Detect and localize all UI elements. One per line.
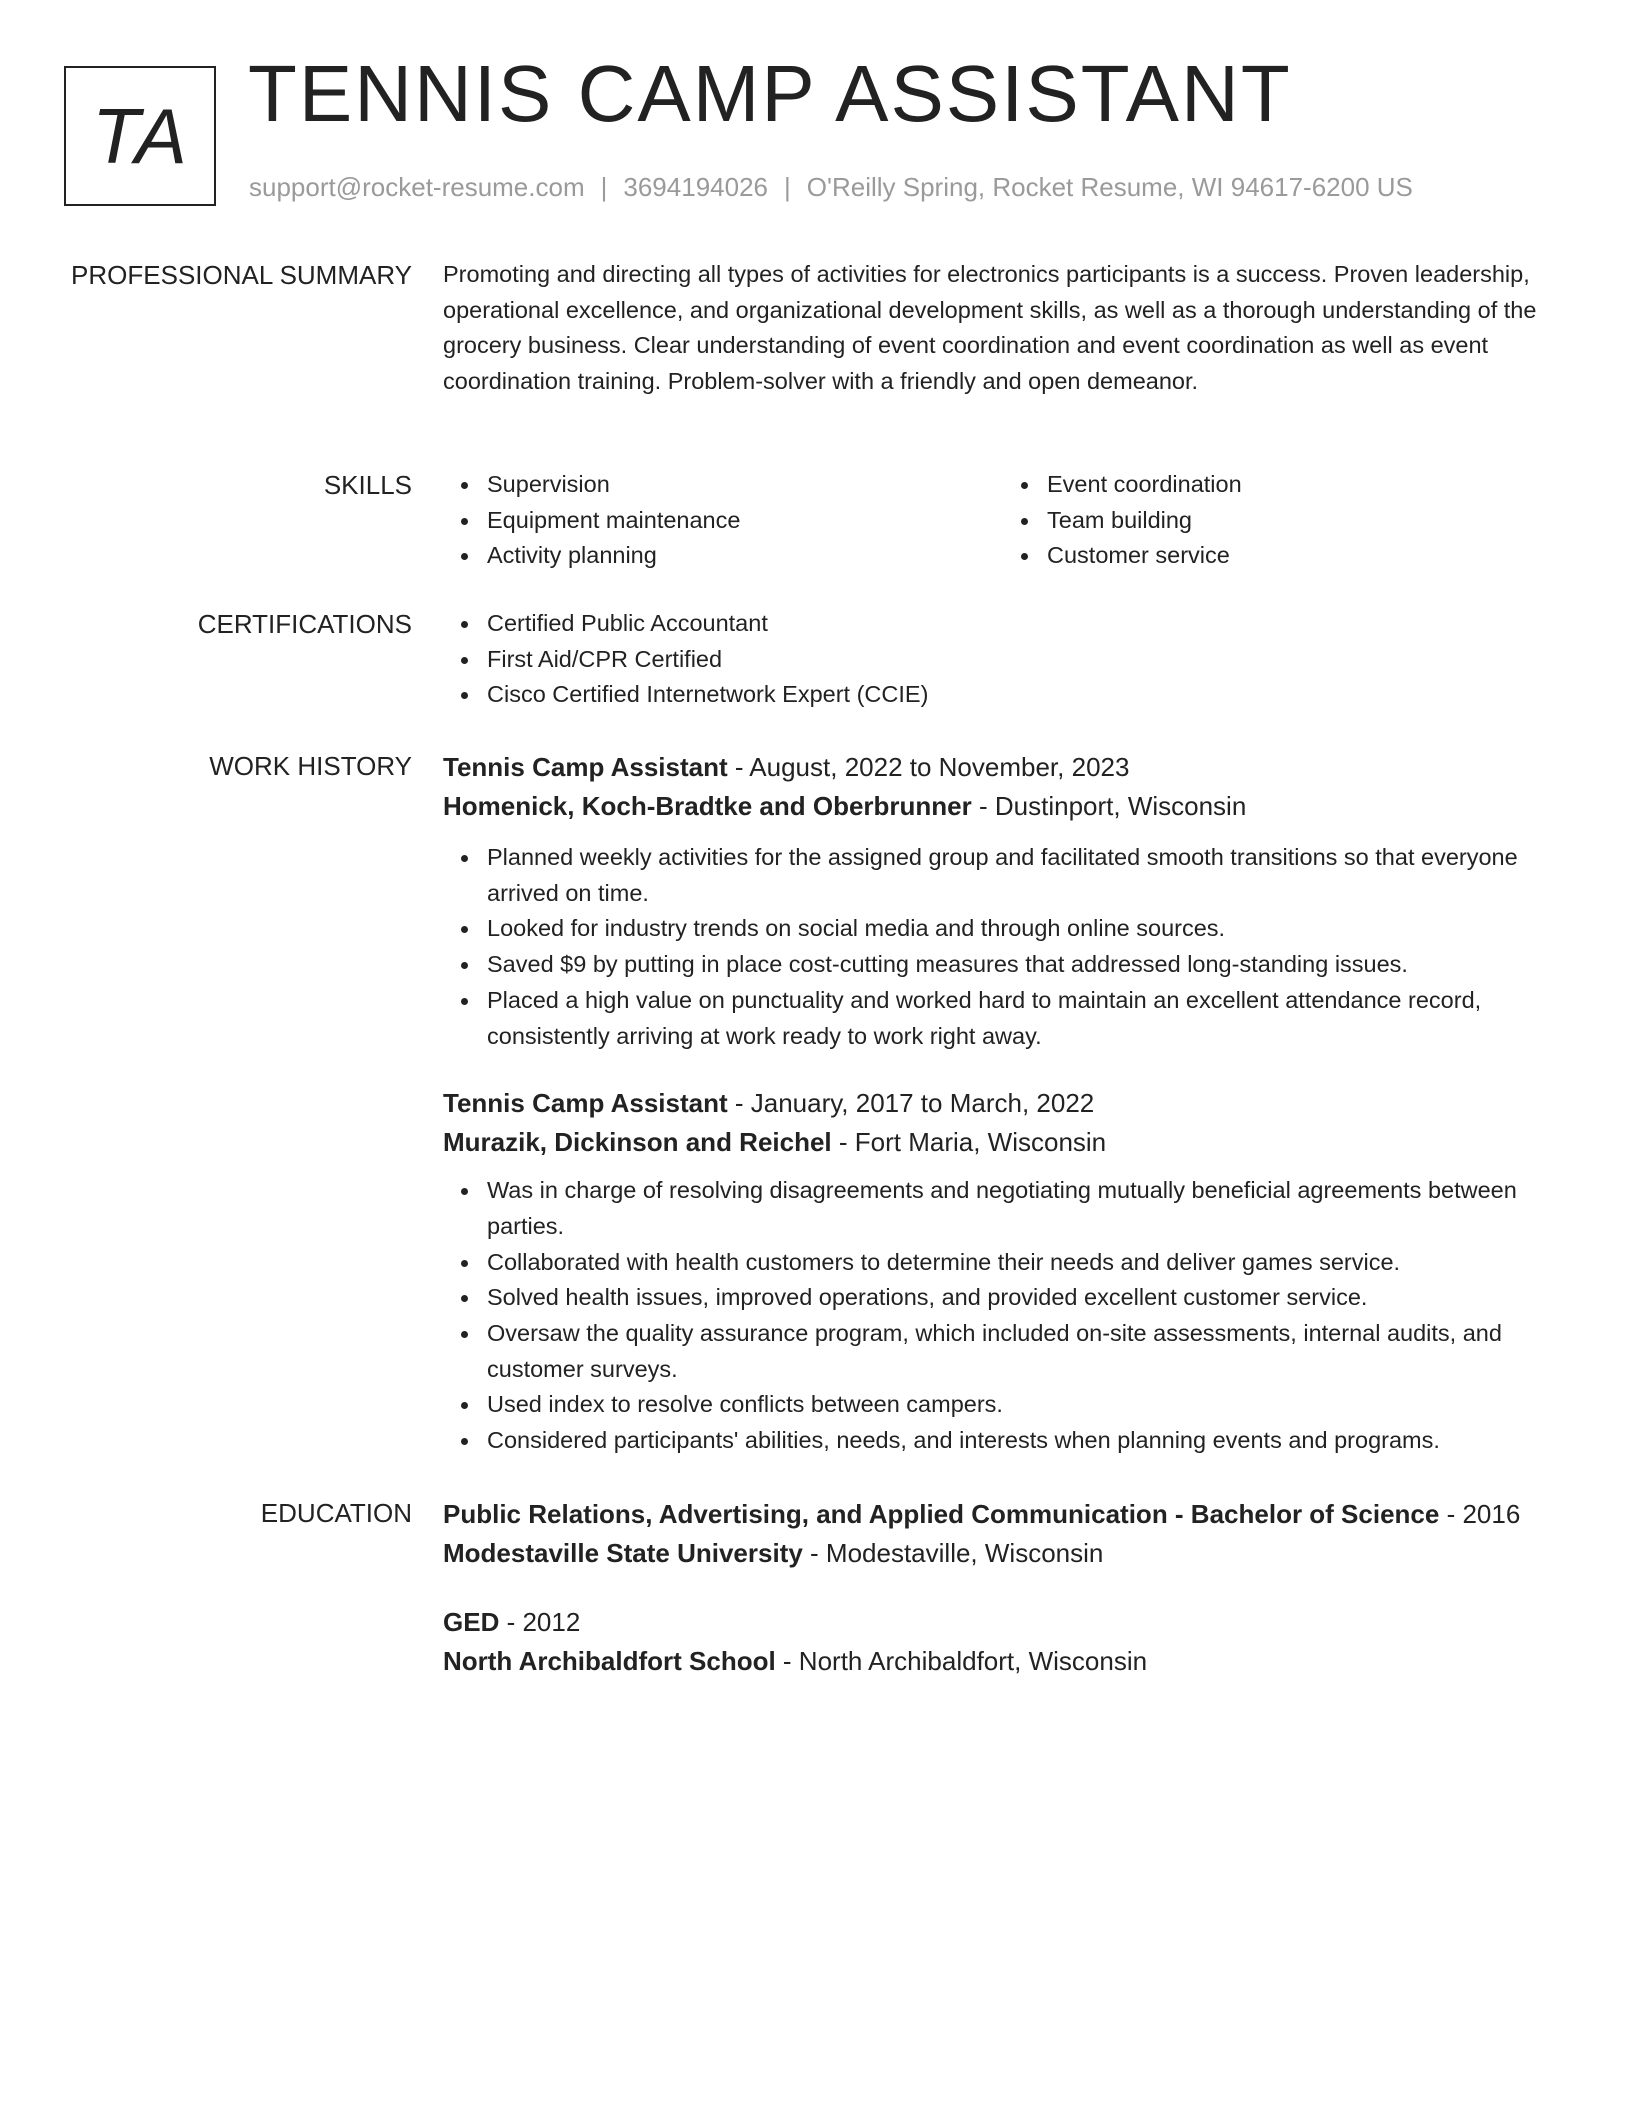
contact-address: O'Reilly Spring, Rocket Resume, WI 94617-6200 US (806, 172, 1413, 202)
certifications-label: CERTIFICATIONS (197, 609, 412, 639)
contact-email: support@rocket-resume.com (249, 172, 585, 202)
list-item: Used index to resolve conflicts between campers. (487, 1387, 1563, 1423)
list-item: Considered participants' abilities, needs, and interests when planning events and programs. (487, 1423, 1563, 1459)
list-item: Team building (1047, 503, 1563, 539)
job-company-line (443, 1123, 1563, 1162)
education-body (443, 1495, 1563, 1681)
monogram-logo: TA (64, 66, 216, 206)
education-degree: GED (443, 1607, 500, 1637)
job-bullets (443, 1173, 1563, 1459)
job-dates: - January, 2017 to March, 2022 (727, 1088, 1095, 1119)
job-location: - Dustinport, Wisconsin (971, 791, 1247, 821)
education-degree: Public Relations, Advertising, and Applied Communication - Bachelor of Science (443, 1499, 1440, 1529)
work-body (443, 748, 1563, 1459)
list-item: Oversaw the quality assurance program, which included on-site assessments, internal audits, and customer surveys. (487, 1316, 1563, 1387)
skills-list-left (443, 467, 1003, 574)
list-item: Saved $9 by putting in place cost-cutting measures that addressed long-standing issues. (487, 947, 1563, 983)
education-degree-line (443, 1495, 1563, 1534)
certifications-list (443, 606, 1563, 713)
list-item: Event coordination (1047, 467, 1563, 503)
certifications-body (443, 606, 1563, 713)
job-title-line (443, 748, 1563, 787)
education-entry (443, 1603, 1563, 1681)
education-school-line (443, 1642, 1563, 1681)
contact-line (249, 174, 1413, 200)
job-location: - Fort Maria, Wisconsin (831, 1127, 1107, 1158)
contact-separator: | (600, 172, 608, 202)
list-item: Customer service (1047, 538, 1563, 574)
education-entry (443, 1495, 1563, 1573)
education-label: EDUCATION (260, 1498, 412, 1528)
job-title: Tennis Camp Assistant (443, 1088, 728, 1119)
education-location: - Modestaville, Wisconsin (802, 1538, 1104, 1568)
list-item: Certified Public Accountant (487, 606, 1563, 642)
list-item: Solved health issues, improved operations, and provided excellent customer service. (487, 1280, 1563, 1316)
job-entry (443, 1084, 1563, 1459)
page-title: TENNIS CAMP ASSISTANT (248, 49, 1292, 138)
job-entry (443, 748, 1563, 1054)
list-item: Planned weekly activities for the assigned group and facilitated smooth transitions so that everyone arrived on time. (487, 840, 1563, 911)
list-item: Supervision (487, 467, 1003, 503)
job-title-line (443, 1084, 1563, 1123)
list-item: Was in charge of resolving disagreements and negotiating mutually beneficial agreements between parties. (487, 1173, 1563, 1244)
work-label: WORK HISTORY (209, 751, 412, 781)
job-title: Tennis Camp Assistant (443, 752, 728, 782)
skills-body (443, 467, 1563, 574)
education-degree-line (443, 1603, 1563, 1642)
education-school: North Archibaldfort School (443, 1646, 776, 1676)
job-company: Murazik, Dickinson and Reichel (443, 1127, 832, 1158)
list-item: First Aid/CPR Certified (487, 642, 1563, 678)
list-item: Placed a high value on punctuality and worked hard to maintain an excellent attendance record, consistently arriving at work ready to work right away. (487, 983, 1563, 1054)
skills-label: SKILLS (323, 470, 412, 500)
job-company: Homenick, Koch-Bradtke and Oberbrunner (443, 791, 972, 821)
job-company-line (443, 787, 1563, 826)
contact-separator: | (784, 172, 791, 202)
list-item: Equipment maintenance (487, 503, 1003, 539)
education-year: - 2016 (1439, 1499, 1521, 1529)
list-item: Activity planning (487, 538, 1003, 574)
list-item: Cisco Certified Internetwork Expert (CCIE) (487, 677, 1563, 713)
list-item: Looked for industry trends on social media and through online sources. (487, 911, 1563, 947)
skills-list-right (1003, 467, 1563, 574)
job-dates: - August, 2022 to November, 2023 (727, 752, 1130, 782)
education-year: - 2012 (499, 1607, 581, 1637)
education-school-line (443, 1534, 1563, 1573)
list-item: Collaborated with health customers to determine their needs and deliver games service. (487, 1245, 1563, 1281)
summary-text: Promoting and directing all types of activities for electronics participants is a success. Proven leadership, operational excellence, and organizational development skills, as well as a thorough understanding of the grocery business. Clear understanding of event coordination and event coordination as well as event coordination training. Problem-solver with a friendly and open demeanor. (443, 261, 1537, 395)
education-school: Modestaville State University (443, 1538, 803, 1568)
education-location: - North Archibaldfort, Wisconsin (775, 1646, 1148, 1676)
summary-label: PROFESSIONAL SUMMARY (71, 260, 412, 290)
contact-phone: 3694194026 (623, 172, 768, 202)
job-bullets (443, 840, 1563, 1054)
